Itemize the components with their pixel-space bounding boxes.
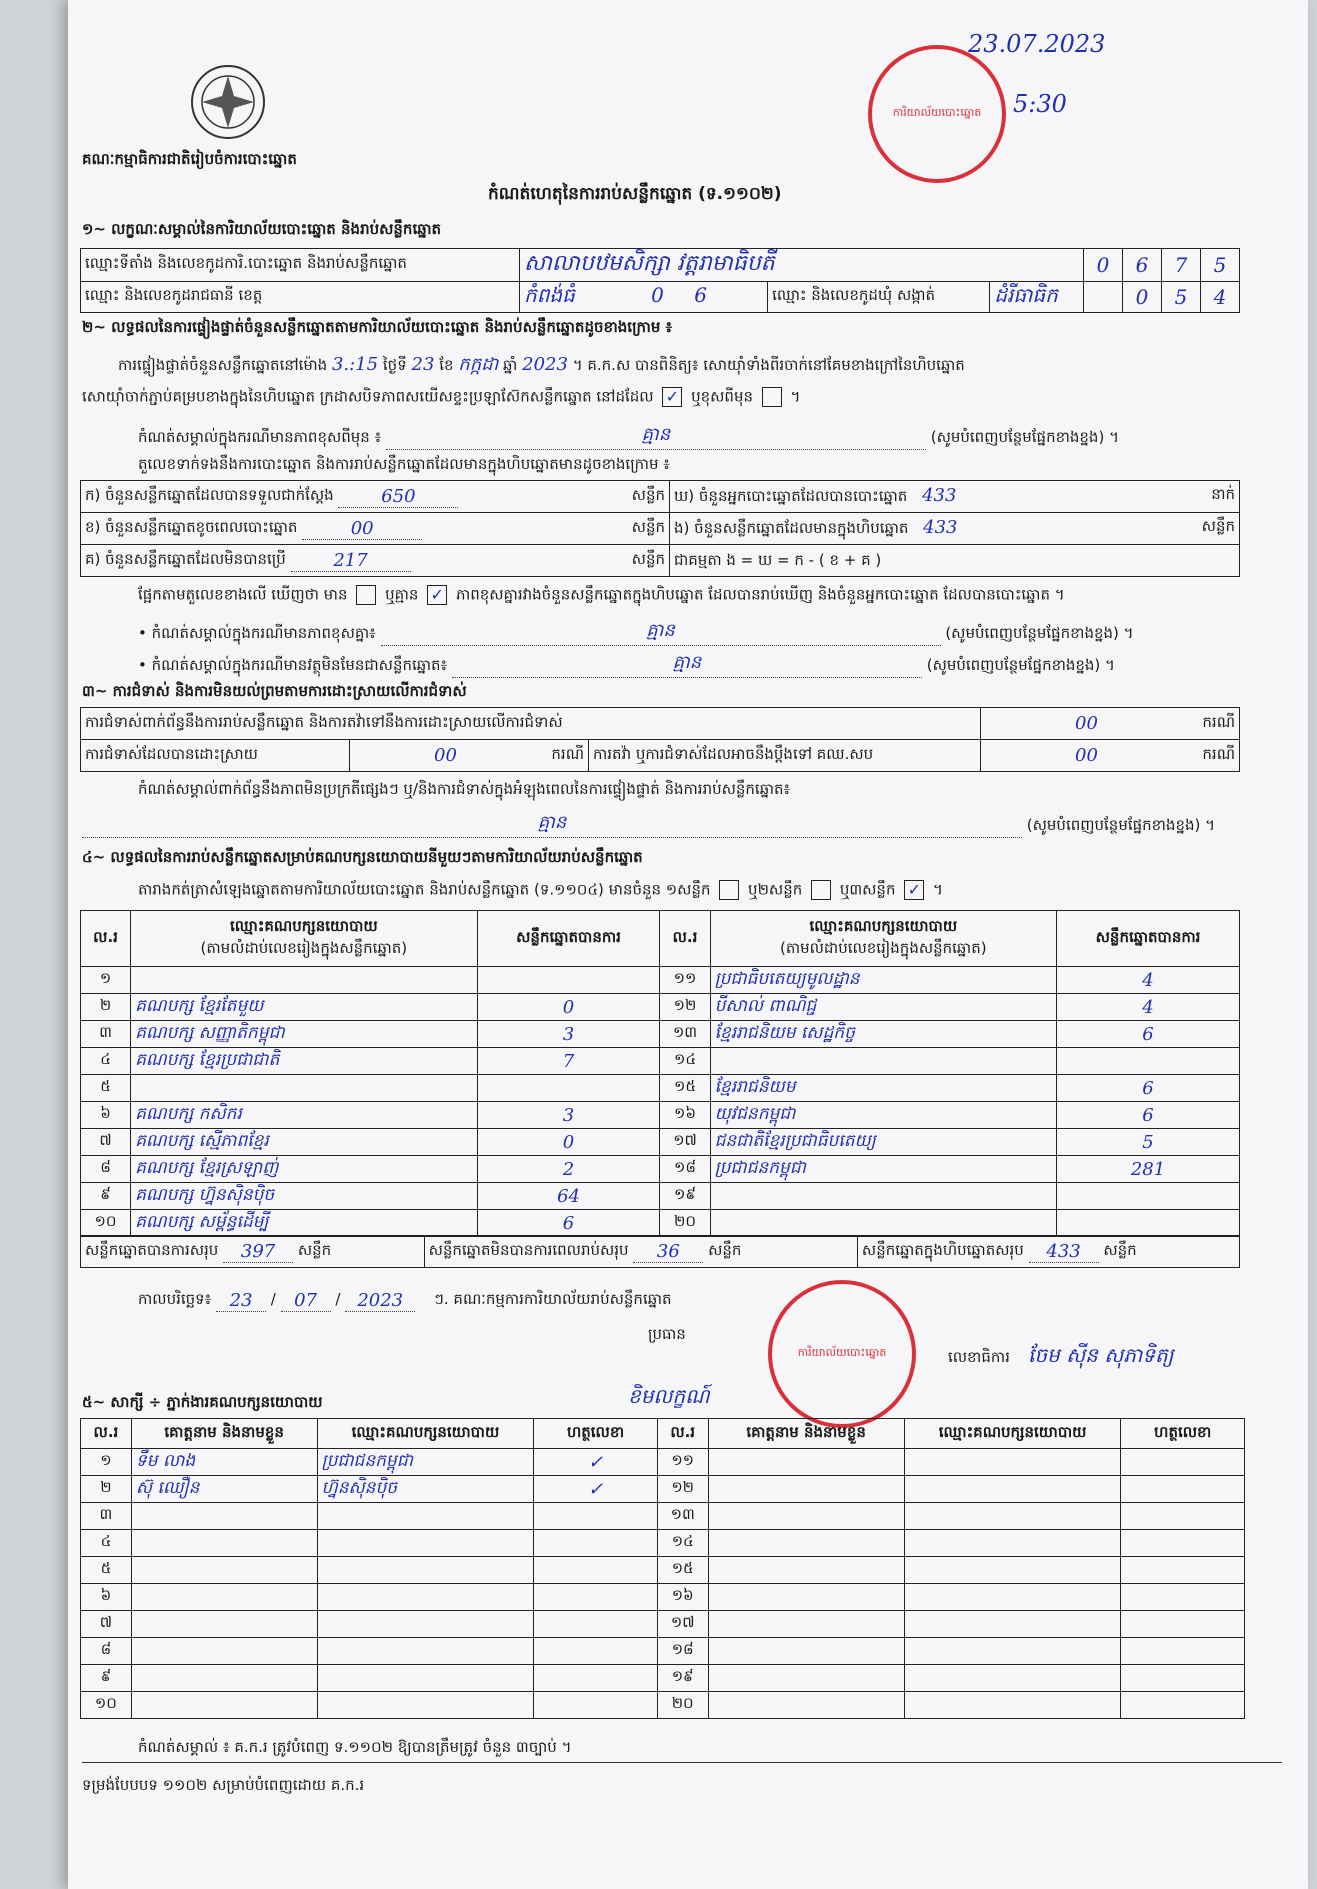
witness-signature bbox=[534, 1611, 657, 1638]
witness-name bbox=[131, 1557, 317, 1584]
figures-row bbox=[81, 545, 1240, 577]
appeal-count-cell: 00 ករណី bbox=[981, 740, 1240, 772]
party-no: ៥ bbox=[81, 1075, 131, 1102]
section2-heading: ២~ លទ្ធផលនៃការផ្ទៀងផ្ទាត់ចំនួនសន្លឹកឆ្នោតតាមការិយាល័យបោះឆ្នោត និងរាប់សន្លឹកឆ្នោតដូចខាងក្រោម ៖ bbox=[82, 318, 673, 336]
witness-no: ២ bbox=[81, 1476, 132, 1503]
witness-signature bbox=[1121, 1476, 1245, 1503]
irregularity-note: កំណត់សម្គាល់ពាក់ព័ន្ធនឹងភាពមិនប្រក្រតីផ្សេងៗ ឬ/និងការជំទាស់ក្នុងអំឡុងពេលនៃការផ្ទៀងផ្ទាត់ និងការរាប់សន្លឹកឆ្នោត៖ bbox=[138, 780, 791, 798]
bullet1-line: • កំណត់សម្គាល់ក្នុងករណីមានភាពខុសគ្នា៖ គ្មាន (សូមបំពេញបន្ថែមផ្នែកខាងខ្នង) ។ bbox=[138, 618, 1134, 646]
witness-no: ១៧ bbox=[657, 1611, 708, 1638]
witness-row bbox=[81, 1611, 1245, 1638]
witness-table bbox=[80, 1418, 1245, 1719]
witness-name bbox=[708, 1638, 904, 1665]
secretary-label: លេខាធិការ bbox=[948, 1348, 1010, 1366]
party-name: គណបក្ស ហ្វ៊ុនស៊ិនប៉ិច bbox=[131, 1183, 477, 1210]
witness-party bbox=[904, 1476, 1121, 1503]
witness-name bbox=[708, 1557, 904, 1584]
total-invalid-cell: សន្លឹកឆ្នោតមិនបានការពេលរាប់សរុប 36 សន្លឹក bbox=[424, 1236, 857, 1268]
objection-count-cell: 00 ករណី bbox=[981, 708, 1240, 740]
total-box: 433 bbox=[1029, 1241, 1099, 1263]
witness-name bbox=[708, 1449, 904, 1476]
witness-signature bbox=[1121, 1557, 1245, 1584]
party-name: គណបក្ស ខ្មែរស្រឡាញ់ bbox=[131, 1156, 477, 1183]
party-name: គណបក្ស កសិករ bbox=[131, 1102, 477, 1129]
party-no: ១៤ bbox=[660, 1048, 710, 1075]
wit-col-party-left: ឈ្មោះគណបក្សនយោបាយ bbox=[317, 1419, 534, 1449]
site-code-1: 0 bbox=[1084, 249, 1123, 282]
witness-party bbox=[317, 1557, 534, 1584]
party-no: ១៦ bbox=[660, 1102, 710, 1129]
witness-signature bbox=[534, 1557, 657, 1584]
party-votes: 281 bbox=[1057, 1156, 1240, 1183]
national-emblem bbox=[188, 62, 268, 142]
party-no: ៩ bbox=[81, 1183, 131, 1210]
footer-note: កំណត់សម្គាល់ ៖ គ.ក.រ ត្រូវបំពេញ ទ.១១០២ ឱ្យបានត្រឹមត្រូវ ចំនួន ៣ច្បាប់ ។ bbox=[138, 1738, 572, 1756]
witness-row bbox=[81, 1665, 1245, 1692]
note1-line: កំណត់សម្គាល់ក្នុងករណីមានភាពខុសពីមុន ៖ គ្មាន (សូមបំពេញបន្ថែមផ្នែកខាងខ្នង) ។ bbox=[138, 422, 1119, 450]
difference-no-checkbox[interactable]: ✓ bbox=[427, 585, 447, 605]
figure-left-value: 217 bbox=[291, 550, 411, 572]
province-name: កំពង់ធំ 0 6 bbox=[520, 282, 768, 313]
sheets-3-checkbox[interactable]: ✓ bbox=[904, 880, 924, 900]
witness-name bbox=[131, 1665, 317, 1692]
witness-no: ២០ bbox=[657, 1692, 708, 1719]
witness-party: ប្រជាជនកម្ពុជា bbox=[317, 1449, 534, 1476]
party-no: ១៨ bbox=[660, 1156, 710, 1183]
witness-no: ១៣ bbox=[657, 1503, 708, 1530]
party-name: បីសាល់ ពាណិជ្ជ bbox=[710, 994, 1056, 1021]
witness-row bbox=[81, 1476, 1245, 1503]
party-votes: 6 bbox=[1057, 1075, 1240, 1102]
col-party-left: ឈ្មោះគណបក្សនយោបាយ (តាមលំដាប់លេខរៀងក្នុងសន្លឹកឆ្នោត) bbox=[131, 911, 477, 967]
party-votes: 4 bbox=[1057, 994, 1240, 1021]
footer-divider bbox=[82, 1762, 1282, 1763]
party-row bbox=[81, 1210, 1240, 1237]
witness-row bbox=[81, 1449, 1245, 1476]
col-votes-right: សន្លឹកឆ្នោតបានការ bbox=[1057, 911, 1240, 967]
province-code-2: 6 bbox=[694, 283, 707, 307]
section5-heading: ៥~ សាក្សី ÷ ភ្នាក់ងារគណបក្សនយោបាយ bbox=[82, 1393, 323, 1411]
witness-name: ស៊ុ ឈឿន bbox=[131, 1476, 317, 1503]
chair-name: ខិមលក្ខណ៍ bbox=[628, 1384, 710, 1408]
office-stamp bbox=[868, 45, 1006, 183]
party-name bbox=[131, 967, 477, 994]
witness-party bbox=[317, 1503, 534, 1530]
witness-no: ៧ bbox=[81, 1611, 132, 1638]
changed-checkbox[interactable] bbox=[762, 387, 782, 407]
witness-name bbox=[131, 1638, 317, 1665]
figure-left-value: 00 bbox=[302, 518, 422, 540]
figure-right-value: 433 bbox=[923, 516, 958, 538]
witness-signature bbox=[534, 1638, 657, 1665]
witness-row bbox=[81, 1638, 1245, 1665]
wit-col-no-left: ល.រ bbox=[81, 1419, 132, 1449]
witness-signature: ✓ bbox=[534, 1476, 657, 1503]
party-name: ប្រជាជនកម្ពុជា bbox=[710, 1156, 1056, 1183]
figures-row bbox=[81, 513, 1240, 545]
commune-code-2: 5 bbox=[1162, 282, 1201, 313]
party-votes: 4 bbox=[1057, 967, 1240, 994]
witness-no: ១៩ bbox=[657, 1665, 708, 1692]
party-no: ១៩ bbox=[660, 1183, 710, 1210]
party-no: ៦ bbox=[81, 1102, 131, 1129]
figures-intro: តួលេខទាក់ទងនឹងការបោះឆ្នោត និងការរាប់សន្លឹកឆ្នោតដែលមានក្នុងហិបឆ្នោតមានដូចខាងក្រោម ៖ bbox=[138, 455, 670, 473]
witness-name bbox=[131, 1584, 317, 1611]
party-votes: 64 bbox=[477, 1183, 660, 1210]
site-code-2: 6 bbox=[1123, 249, 1162, 282]
witness-name bbox=[131, 1611, 317, 1638]
party-no: ៧ bbox=[81, 1129, 131, 1156]
witness-row bbox=[81, 1503, 1245, 1530]
objection-count: 00 bbox=[1075, 712, 1098, 734]
party-votes: 3 bbox=[477, 1021, 660, 1048]
witness-no: ១៨ bbox=[657, 1638, 708, 1665]
witness-no: ៥ bbox=[81, 1557, 132, 1584]
witness-signature bbox=[534, 1503, 657, 1530]
ballot-count-form bbox=[68, 0, 1308, 1889]
witness-party bbox=[317, 1584, 534, 1611]
witness-signature bbox=[534, 1530, 657, 1557]
party-no: ១ bbox=[81, 967, 131, 994]
witness-name bbox=[708, 1611, 904, 1638]
total-invalid: 36 bbox=[633, 1241, 703, 1263]
party-votes: 6 bbox=[477, 1210, 660, 1237]
resolved-count-cell: 00 ករណី bbox=[350, 740, 589, 772]
witness-name bbox=[131, 1530, 317, 1557]
resolved-count: 00 bbox=[434, 744, 457, 766]
witness-signature bbox=[1121, 1611, 1245, 1638]
witness-signature bbox=[534, 1665, 657, 1692]
witness-party bbox=[904, 1692, 1121, 1719]
figure-left-cell: ក) ចំនួនសន្លឹកឆ្នោតដែលបានទទួលជាក់ស្តែង 650 សន្លឹក bbox=[81, 481, 670, 513]
party-name bbox=[710, 1210, 1056, 1237]
party-votes bbox=[477, 967, 660, 994]
witness-no: ១២ bbox=[657, 1476, 708, 1503]
witness-name bbox=[708, 1584, 904, 1611]
figure-right-cell: ឃ) ចំនួនអ្នកបោះឆ្នោតដែលបានបោះឆ្នោត 433 នាក់ bbox=[670, 481, 1240, 513]
party-name bbox=[710, 1183, 1056, 1210]
committee-stamp: ការិយាល័យបោះឆ្នោត bbox=[768, 1280, 916, 1428]
witness-party bbox=[317, 1638, 534, 1665]
party-no: ១១ bbox=[660, 967, 710, 994]
party-row bbox=[81, 1021, 1240, 1048]
witness-no: ១ bbox=[81, 1449, 132, 1476]
figure-right-value: 433 bbox=[922, 484, 957, 506]
footer-form-label: ទម្រង់បែបបទ ១១០២ សម្រាប់បំពេញដោយ គ.ក.រ bbox=[82, 1776, 365, 1794]
objection-label: ការជំទាស់ពាក់ព័ន្ធនឹងការរាប់សន្លឹកឆ្នោត និងការតវ៉ាទៅនឹងការដោះស្រាយលើការជំទាស់ bbox=[81, 708, 981, 740]
party-row bbox=[81, 1156, 1240, 1183]
witness-name bbox=[131, 1503, 317, 1530]
wit-col-sign-left: ហត្ថលេខា bbox=[534, 1419, 657, 1449]
witness-signature: ✓ bbox=[534, 1449, 657, 1476]
party-no: ១៣ bbox=[660, 1021, 710, 1048]
site-code-3: 7 bbox=[1162, 249, 1201, 282]
party-votes: 6 bbox=[1057, 1021, 1240, 1048]
witness-name bbox=[131, 1692, 317, 1719]
party-no: ១០ bbox=[81, 1210, 131, 1237]
witness-name bbox=[708, 1692, 904, 1719]
party-votes bbox=[1057, 1048, 1240, 1075]
stamp-time: 5:30 bbox=[1013, 90, 1067, 118]
party-no: ៣ bbox=[81, 1021, 131, 1048]
witness-name bbox=[708, 1476, 904, 1503]
commune-code-3: 4 bbox=[1201, 282, 1240, 313]
witness-party: ហ្វ៊ុនស៊ិនប៉ិច bbox=[317, 1476, 534, 1503]
wit-col-party-right: ឈ្មោះគណបក្សនយោបាយ bbox=[904, 1419, 1121, 1449]
party-name bbox=[710, 1048, 1056, 1075]
party-votes bbox=[1057, 1210, 1240, 1237]
party-votes: 2 bbox=[477, 1156, 660, 1183]
signing-date: កាលបរិច្ឆេទ៖ 23 / 07 / 2023 ៗ. គណៈកម្មការការិយាល័យរាប់សន្លឹកឆ្នោត bbox=[138, 1290, 672, 1311]
witness-party bbox=[317, 1665, 534, 1692]
total-valid-cell: សន្លឹកឆ្នោតបានការសរុប 397 សន្លឹក bbox=[81, 1236, 425, 1268]
party-results-table bbox=[80, 910, 1240, 1237]
witness-party bbox=[904, 1557, 1121, 1584]
witness-signature bbox=[1121, 1530, 1245, 1557]
party-name: គណបក្ស ខ្មែរតែមួយ bbox=[131, 994, 477, 1021]
witness-party bbox=[317, 1611, 534, 1638]
witness-row bbox=[81, 1530, 1245, 1557]
witness-party bbox=[317, 1692, 534, 1719]
totals-table bbox=[80, 1235, 1240, 1268]
sheets-1-checkbox[interactable] bbox=[719, 880, 739, 900]
witness-signature bbox=[534, 1692, 657, 1719]
wit-col-name-left: គោត្តនាម និងនាមខ្លួន bbox=[131, 1419, 317, 1449]
party-row bbox=[81, 967, 1240, 994]
party-name: គណបក្ស សញ្ញាតិកម្ពុជា bbox=[131, 1021, 477, 1048]
party-no: ១៥ bbox=[660, 1075, 710, 1102]
objections-table bbox=[80, 707, 1240, 772]
section1-table bbox=[80, 248, 1240, 313]
wit-col-no-right: ល.រ bbox=[657, 1419, 708, 1449]
province-label: ឈ្មោះ និងលេខកូដរាជធានី ខេត្ត bbox=[81, 282, 520, 313]
sheets-2-checkbox[interactable] bbox=[811, 880, 831, 900]
figure-right-cell: ជាគម្មតា ង = ឃ = ក - ( ខ + គ ) bbox=[670, 545, 1240, 577]
witness-row bbox=[81, 1557, 1245, 1584]
party-name: ប្រជាធិបតេយ្យមូលដ្ឋាន bbox=[710, 967, 1056, 994]
witness-row bbox=[81, 1584, 1245, 1611]
witness-signature bbox=[1121, 1503, 1245, 1530]
party-name: ខ្មែររាជនិយម bbox=[710, 1075, 1056, 1102]
wit-col-sign-right: ហត្ថលេខា bbox=[1121, 1419, 1245, 1449]
witness-name bbox=[708, 1530, 904, 1557]
witness-party bbox=[904, 1638, 1121, 1665]
party-row bbox=[81, 1075, 1240, 1102]
col-votes-left: សន្លឹកឆ្នោតបានការ bbox=[477, 911, 660, 967]
witness-no: ១១ bbox=[657, 1449, 708, 1476]
figure-left-cell: គ) ចំនួនសន្លឹកឆ្នោតដែលមិនបានប្រើ 217 សន្លឹក bbox=[81, 545, 670, 577]
witness-name bbox=[708, 1503, 904, 1530]
witness-no: ៣ bbox=[81, 1503, 132, 1530]
party-name: គណបក្ស សម្ព័ន្ធដើម្បី bbox=[131, 1210, 477, 1237]
party-no: ២ bbox=[81, 994, 131, 1021]
site-code-4: 5 bbox=[1201, 249, 1240, 282]
total-box-cell: សន្លឹកឆ្នោតក្នុងហិបឆ្នោតសរុប 433 សន្លឹក bbox=[857, 1236, 1239, 1268]
col-no-left: ល.រ bbox=[81, 911, 131, 967]
form-title: កំណត់ហេតុនៃការរាប់សន្លឹកឆ្នោត (ទ.១១០២) bbox=[488, 184, 782, 204]
witness-party bbox=[904, 1665, 1121, 1692]
section1-heading: ១~ លក្ខណៈសម្គាល់នៃការិយាល័យបោះឆ្នោត និងរាប់សន្លឹកឆ្នោត bbox=[82, 220, 442, 238]
witness-party bbox=[904, 1503, 1121, 1530]
witness-no: ១៤ bbox=[657, 1530, 708, 1557]
witness-signature bbox=[1121, 1665, 1245, 1692]
stamp-date: 23.07.2023 bbox=[968, 30, 1106, 58]
party-no: ៤ bbox=[81, 1048, 131, 1075]
commune-code-1: 0 bbox=[1123, 282, 1162, 313]
witness-party bbox=[904, 1611, 1121, 1638]
bullet2-line: • កំណត់សម្គាល់ក្នុងករណីមានវត្ថុមិនមែនជាសន្លឹកឆ្នោត៖ គ្មាន (សូមបំពេញបន្ថែមផ្នែកខាងខ្នង) ។ bbox=[138, 650, 1115, 678]
site-label: ឈ្មោះទីតាំង និងលេខកូដការិ.បោះឆ្នោត និងរាប់សន្លឹកឆ្នោត bbox=[81, 249, 520, 282]
witness-name: ទឹម លាង bbox=[131, 1449, 317, 1476]
party-votes: 3 bbox=[477, 1102, 660, 1129]
witness-row bbox=[81, 1692, 1245, 1719]
witness-party bbox=[904, 1584, 1121, 1611]
party-no: ៨ bbox=[81, 1156, 131, 1183]
bullet2-value: គ្មាន bbox=[452, 650, 922, 678]
note1-value: គ្មាន bbox=[386, 422, 926, 450]
appeal-count: 00 bbox=[1075, 744, 1098, 766]
party-votes bbox=[1057, 1183, 1240, 1210]
resolved-label: ការជំទាស់ដែលបានដោះស្រាយ bbox=[81, 740, 350, 772]
witness-signature bbox=[1121, 1692, 1245, 1719]
party-row bbox=[81, 1183, 1240, 1210]
witness-no: ៤ bbox=[81, 1530, 132, 1557]
party-no: ១៧ bbox=[660, 1129, 710, 1156]
party-row bbox=[81, 1129, 1240, 1156]
province-code-1: 0 bbox=[651, 283, 664, 307]
witness-no: ៨ bbox=[81, 1638, 132, 1665]
party-row bbox=[81, 994, 1240, 1021]
wit-col-name-right: គោត្តនាម និងនាមខ្លួន bbox=[708, 1419, 904, 1449]
figure-left-cell: ខ) ចំនួនសន្លឹកឆ្នោតខូចពេលបោះឆ្នោត 00 សន្លឹក bbox=[81, 513, 670, 545]
party-votes: 0 bbox=[477, 1129, 660, 1156]
witness-signature bbox=[1121, 1584, 1245, 1611]
figure-left-value: 650 bbox=[338, 486, 458, 508]
party-votes: 7 bbox=[477, 1048, 660, 1075]
party-name: គណបក្ស ខ្មែរប្រជាជាតិ bbox=[131, 1048, 477, 1075]
figure-right-cell: ង) ចំនួនសន្លឹកឆ្នោតដែលមានក្នុងហិបឆ្នោត 433 សន្លឹក bbox=[670, 513, 1240, 545]
site-name: សាលាបឋមសិក្សា វត្តរាមាធិបតី bbox=[520, 249, 1084, 282]
witness-party bbox=[317, 1530, 534, 1557]
stamp-text: ការិយាល័យបោះឆ្នោត bbox=[892, 106, 982, 119]
party-votes: 6 bbox=[1057, 1102, 1240, 1129]
institution-name: គណៈកម្មាធិការជាតិរៀបចំការបោះឆ្នោត bbox=[82, 150, 297, 168]
col-party-right: ឈ្មោះគណបក្សនយោបាយ (តាមលំដាប់លេខរៀងក្នុងសន្លឹកឆ្នោត) bbox=[710, 911, 1056, 967]
party-votes: 5 bbox=[1057, 1129, 1240, 1156]
commune-label: ឈ្មោះ និងលេខកូដឃុំ សង្កាត់ bbox=[768, 282, 990, 313]
section4-heading: ៤~ លទ្ធផលនៃការរាប់សន្លឹកឆ្នោតសម្រាប់គណបក្សនយោបាយនីមួយៗតាមការិយាល័យរាប់សន្លឹកឆ្នោត bbox=[82, 848, 643, 866]
secretary-name: ចែម ស៊ីន សុភាទិត្យ bbox=[1028, 1343, 1174, 1367]
unchanged-checkbox[interactable]: ✓ bbox=[662, 387, 682, 407]
party-name: យុវជនកម្ពុជា bbox=[710, 1102, 1056, 1129]
col-no-right: ល.រ bbox=[660, 911, 710, 967]
witness-no: ១៥ bbox=[657, 1557, 708, 1584]
figures-row bbox=[81, 481, 1240, 513]
party-no: ២០ bbox=[660, 1210, 710, 1237]
witness-signature bbox=[1121, 1449, 1245, 1476]
total-valid: 397 bbox=[223, 1241, 293, 1263]
party-row bbox=[81, 1048, 1240, 1075]
witness-signature bbox=[534, 1584, 657, 1611]
party-name bbox=[131, 1075, 477, 1102]
party-name: ខ្មែររាជនិយម សេដ្ឋកិច្ច bbox=[710, 1021, 1056, 1048]
difference-yes-checkbox[interactable] bbox=[356, 585, 376, 605]
irregularity-value: គ្មាន bbox=[82, 810, 1022, 838]
irregularity-note-line: គ្មាន (សូមបំពេញបន្ថែមផ្នែកខាងខ្នង) ។ bbox=[82, 810, 1215, 838]
verify-line-1: ការផ្ទៀងផ្ទាត់ចំនួនសន្លឹកឆ្នោតនៅម៉ោង 3.:15 ថ្ងៃទី 23 ខែ កក្កដា ឆ្នាំ 2023 ។ គ.ក.ស បានពិនិត្យ៖ សោយ៉ាំទាំងពីរចាក់នៅគែមខាងក្រៅនៃហិបឆ្នោត bbox=[118, 354, 965, 375]
party-row bbox=[81, 1102, 1240, 1129]
party-name: ជនជាតិខ្មែរប្រជាធិបតេយ្យ bbox=[710, 1129, 1056, 1156]
commune-name: ដំរីធាធិក bbox=[990, 282, 1084, 313]
witness-party bbox=[904, 1530, 1121, 1557]
witness-no: ៦ bbox=[81, 1584, 132, 1611]
witness-no: ១៦ bbox=[657, 1584, 708, 1611]
appeal-label: ការតវ៉ា ឬការជំទាស់ដែលអាចនឹងប្តឹងទៅ គឈ.សប bbox=[589, 740, 981, 772]
bullet1-value: គ្មាន bbox=[381, 618, 941, 646]
witness-signature bbox=[1121, 1638, 1245, 1665]
tally-sheet-line: តារាងកត់ត្រាសំឡេងឆ្នោតតាមការិយាល័យបោះឆ្នោត និងរាប់សន្លឹកឆ្នោត (ទ.១១០៤) មានចំនួន ១សន្លឹក ឬ២សន្លឹក ឬ៣សន្លឹក ✓ ។ bbox=[138, 880, 943, 899]
party-votes bbox=[477, 1075, 660, 1102]
witness-no: ១០ bbox=[81, 1692, 132, 1719]
chair-label: ប្រធាន bbox=[648, 1325, 686, 1343]
party-name: គណបក្ស ស្មើភាពខ្មែរ bbox=[131, 1129, 477, 1156]
witness-name bbox=[708, 1665, 904, 1692]
section3-heading: ៣~ ការជំទាស់ និងការមិនយល់ព្រមតាមការដោះស្រាយលើការជំទាស់ bbox=[82, 682, 467, 700]
party-votes: 0 bbox=[477, 994, 660, 1021]
verify-line-2: សោយ៉ាំចាក់ភ្ជាប់គម្របខាងក្នុងនៃហិបឆ្នោត ក្រដាសបិទភាពសយើសខ្ទះប្រឡាស៊ែកសន្លឹកឆ្នោត នៅដដែល ✓ ឬខុសពីមុន ។ bbox=[82, 387, 801, 406]
witness-party bbox=[904, 1449, 1121, 1476]
figures-table bbox=[80, 480, 1240, 577]
difference-line: ផ្អែកតាមតួលេខខាងលើ ឃើញថា មាន ឬគ្មាន ✓ ភាពខុសគ្នារវាងចំនួនសន្លឹកឆ្នោតក្នុងហិបឆ្នោត ដែលបានរាប់ឃើញ និងចំនួនអ្នកបោះឆ្នោត ដែលបានបោះឆ្នោត ។ bbox=[138, 585, 1065, 604]
witness-no: ៩ bbox=[81, 1665, 132, 1692]
party-no: ១២ bbox=[660, 994, 710, 1021]
